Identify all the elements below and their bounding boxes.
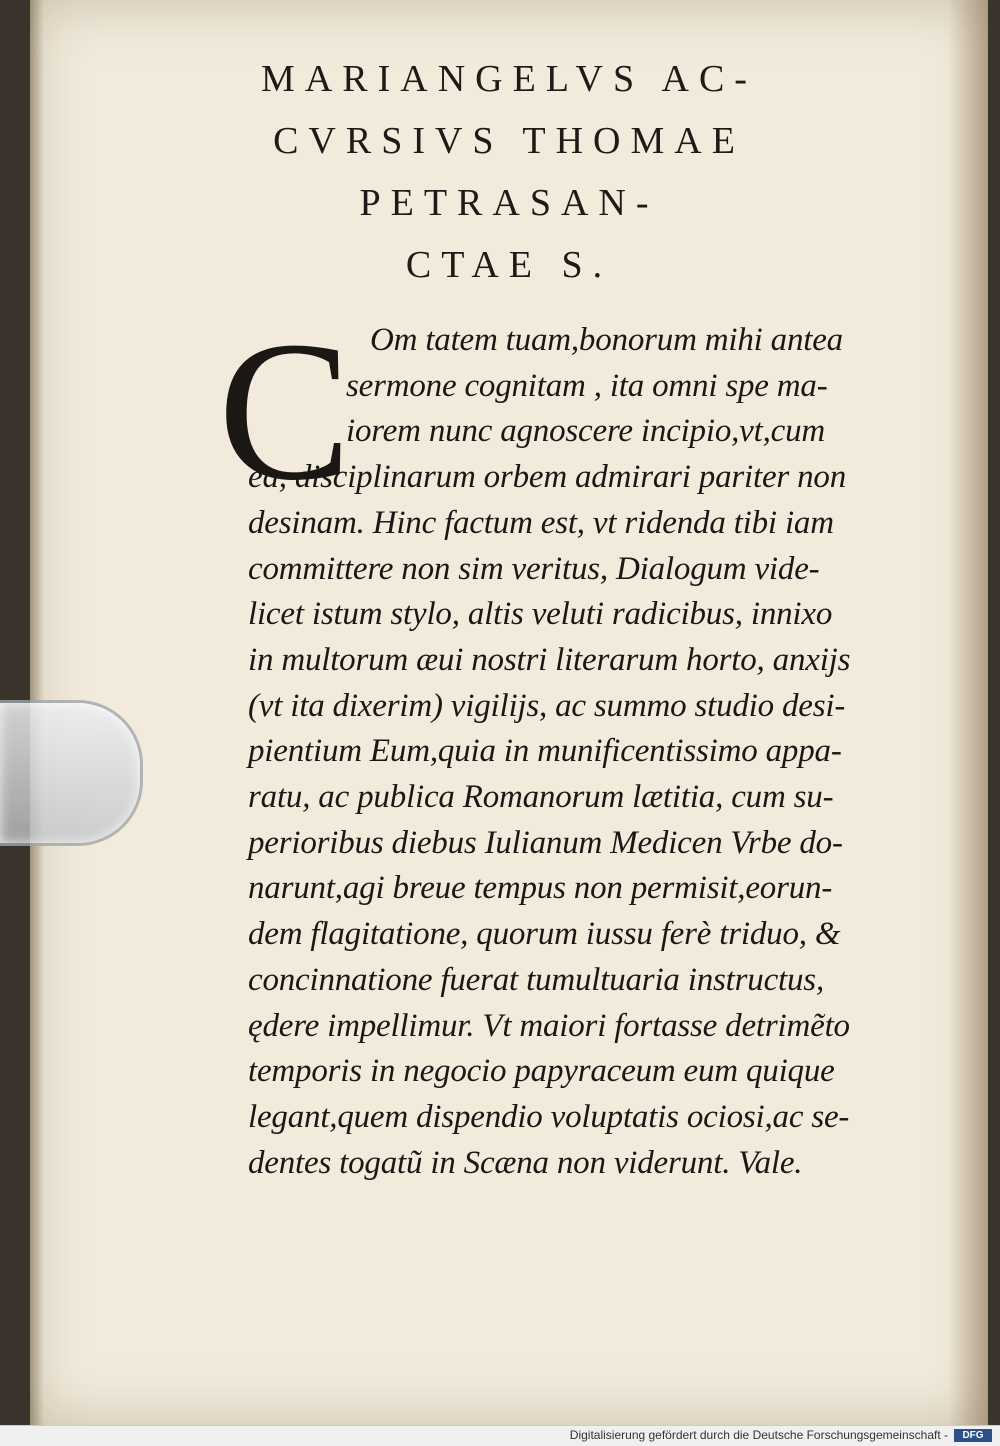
plastic-page-clip bbox=[0, 703, 140, 843]
dfg-logo: DFG bbox=[954, 1429, 992, 1442]
text-line: sermone cognitam , ita omni spe ma- bbox=[346, 367, 828, 404]
funding-credit: Digitalisierung gefördert durch die Deutsche Forschungsgemeinschaft - bbox=[569, 1428, 948, 1442]
letter-body bbox=[248, 318, 908, 1186]
heading-line: CVRSIVS THOMAE bbox=[273, 120, 745, 162]
text-line: concinnatione fuerat tumultuaria instructus, bbox=[248, 961, 824, 998]
text-line: (vt ita dixerim) vigilijs, ac summo studio desi- bbox=[248, 687, 846, 724]
text-line: dem flagitatione, quorum iussu ferè triduo, & bbox=[248, 916, 841, 953]
text-line: pientium Eum,quia in munificentissimo appa- bbox=[248, 733, 842, 770]
text-line: ędere impellimur. Vt maiori fortasse detrimẽto bbox=[248, 1007, 850, 1044]
heading-line: PETRASAN- bbox=[359, 182, 659, 224]
book-page bbox=[30, 0, 988, 1425]
text-line: iorem nunc agnoscere incipio,vt,cum bbox=[346, 413, 826, 450]
letter-heading bbox=[30, 48, 988, 296]
text-line: legant,quem dispendio voluptatis ociosi,ac se- bbox=[248, 1098, 850, 1135]
text-line: desinam. Hinc factum est, vt ridenda tibi iam bbox=[248, 504, 834, 541]
text-line: licet istum stylo, altis veluti radicibus, innixo bbox=[248, 596, 833, 633]
text-line: temporis in negocio papyraceum eum quique bbox=[248, 1053, 835, 1090]
text-line: narunt,agi breue tempus non permisit,eorun- bbox=[248, 870, 833, 907]
text-line: in multorum æui nostri literarum horto, anxijs bbox=[248, 641, 851, 678]
text-line: dentes togatũ in Scæna non viderunt. Vale. bbox=[248, 1144, 803, 1181]
text-line: ratu, ac publica Romanorum lætitia, cum su- bbox=[248, 779, 834, 816]
heading-line: CTAE S. bbox=[405, 244, 613, 286]
text-line: ea, disciplinarum orbem admirari pariter non bbox=[248, 459, 847, 496]
drop-cap: C bbox=[218, 301, 352, 522]
text-line: Om tatem tuam,bonorum mihi antea bbox=[370, 322, 843, 358]
text-line: perioribus diebus Iulianum Medicen Vrbe do- bbox=[248, 824, 843, 861]
text-line: committere non sim veritus, Dialogum vide- bbox=[248, 550, 820, 587]
heading-line: MARIANGELVS AC- bbox=[261, 58, 757, 100]
